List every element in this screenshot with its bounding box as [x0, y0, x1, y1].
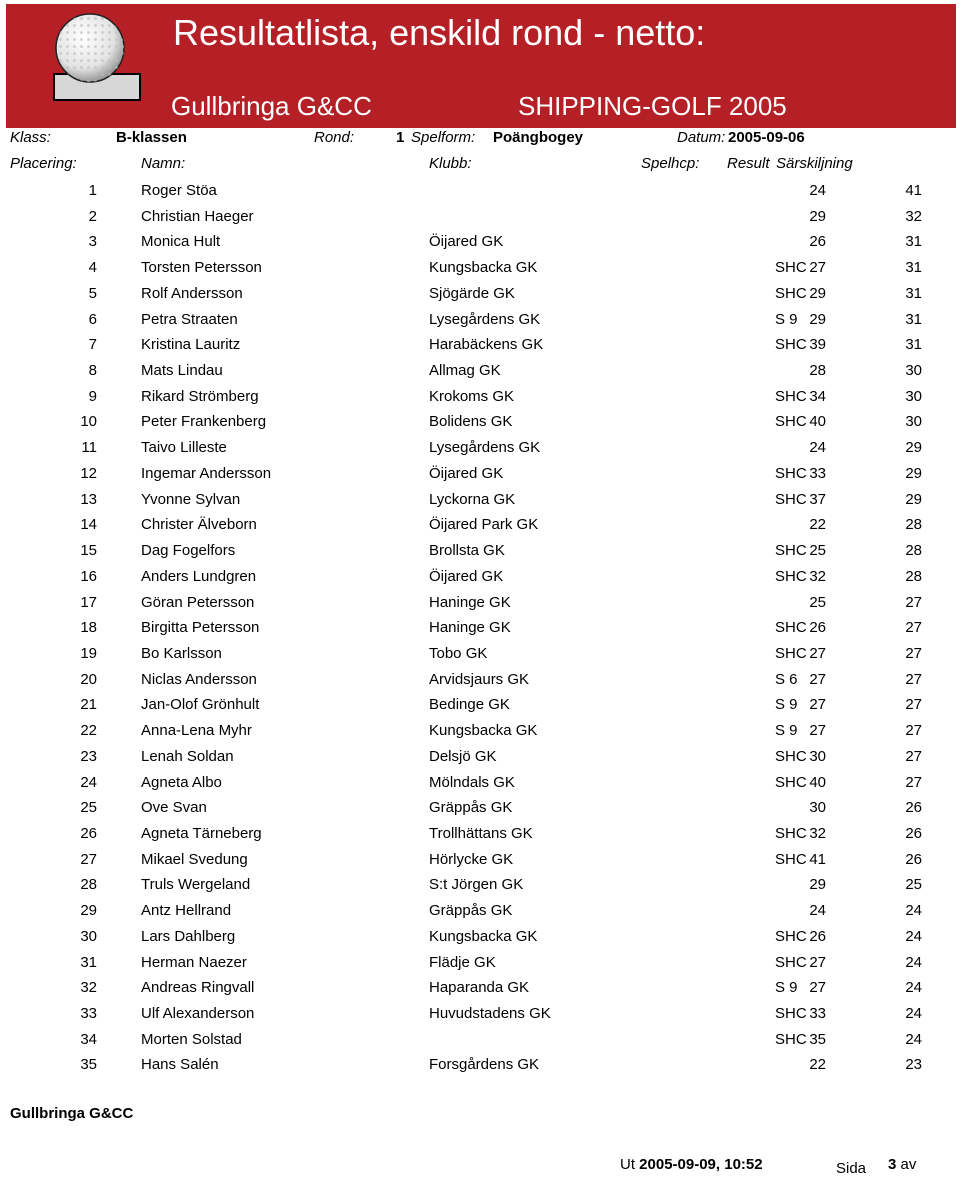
col-klubb: Klubb:: [429, 155, 472, 172]
printed-timestamp: [620, 1156, 763, 1173]
player-name: Truls Wergeland: [141, 876, 251, 894]
result-points: 29: [809, 284, 826, 302]
placement: 32: [80, 979, 97, 997]
tiebreak-value: 29: [905, 439, 922, 457]
tiebreak-value: 28: [905, 567, 922, 585]
tiebreak-value: 30: [905, 362, 922, 380]
table-row: [0, 696, 960, 722]
placement: 2: [88, 207, 97, 225]
tiebreak-value: 30: [905, 413, 922, 431]
player-name: Christer Älveborn: [141, 516, 257, 534]
result-points: 33: [809, 1005, 826, 1022]
playing-handicap: SHC: [775, 413, 807, 431]
playing-handicap: SHC: [775, 619, 807, 637]
placement: 12: [80, 464, 97, 482]
result-points: 29: [809, 310, 826, 328]
player-name: Ove Svan: [141, 799, 207, 817]
club-name: Haparanda GK: [429, 979, 530, 997]
club-name: Brollsta GK: [429, 542, 505, 560]
placement: 24: [80, 773, 97, 791]
player-name: Petra Straaten: [141, 310, 238, 328]
player-name: Hans Salén: [141, 1056, 219, 1074]
result-points: 22: [809, 516, 826, 534]
placement: 11: [81, 439, 97, 457]
playing-handicap: SHC: [775, 336, 807, 354]
placement: 18: [80, 619, 97, 637]
table-row: [0, 233, 960, 259]
result-points: 40: [809, 773, 826, 791]
playing-handicap: SHC: [775, 773, 807, 791]
result-points: 27: [809, 696, 826, 714]
placement: 29: [80, 902, 97, 920]
club-name: Bedinge GK: [429, 696, 510, 714]
tiebreak-value: 27: [905, 670, 922, 688]
player-name: Taivo Lilleste: [141, 439, 227, 457]
table-row: [0, 362, 960, 388]
result-points: 25: [809, 542, 826, 560]
player-name: Anders Lundgren: [141, 567, 257, 585]
player-name: Lenah Soldan: [141, 747, 234, 765]
tiebreak-value: 31: [905, 284, 922, 302]
placement: 3: [88, 233, 97, 251]
club-name: Mölndals GK: [429, 773, 515, 791]
result-points: 32: [809, 567, 826, 585]
table-row: [0, 439, 960, 465]
table-row: [0, 1056, 960, 1082]
player-name: Anna-Lena Myhr: [141, 722, 252, 740]
printed-label: Ut: [620, 1156, 635, 1173]
spelform-label: Spelform:: [411, 129, 476, 146]
placement: 22: [80, 722, 97, 740]
result-points: 24: [809, 439, 826, 457]
rond-value: 1: [396, 129, 405, 146]
playing-handicap: SHC: [775, 567, 807, 585]
klass-value: B-klassen: [116, 129, 187, 146]
placement: 26: [80, 824, 97, 842]
placement: 33: [80, 1005, 97, 1022]
footer-club: Gullbringa G&CC: [10, 1105, 134, 1122]
table-row: [0, 876, 960, 902]
result-points: 30: [809, 747, 826, 765]
tiebreak-value: 24: [905, 902, 922, 920]
placement: 19: [80, 644, 97, 662]
result-points: 32: [809, 824, 826, 842]
placement: 1: [88, 182, 97, 199]
table-row: [0, 208, 960, 234]
sida-label: Sida: [836, 1160, 867, 1177]
club-name: Sjögärde GK: [429, 284, 515, 302]
col-namn: Namn:: [141, 155, 186, 172]
playing-handicap: S 6: [775, 670, 798, 688]
club-name: Harabäckens GK: [429, 336, 544, 354]
club-name: Haninge GK: [429, 593, 511, 611]
player-name: Ingemar Andersson: [141, 464, 272, 482]
result-points: 29: [809, 207, 826, 225]
player-name: Andreas Ringvall: [141, 979, 255, 997]
col-result: Result: [727, 155, 770, 172]
player-name: Yvonne Sylvan: [141, 490, 241, 508]
placement: 20: [80, 670, 97, 688]
table-row: [0, 645, 960, 671]
table-row: [0, 491, 960, 517]
result-points: 34: [809, 387, 826, 405]
table-row: [0, 722, 960, 748]
tiebreak-value: 32: [905, 207, 922, 225]
player-name: Kristina Lauritz: [141, 336, 241, 354]
playing-handicap: SHC: [775, 747, 807, 765]
player-name: Birgitta Petersson: [141, 619, 260, 637]
table-row: [0, 311, 960, 337]
tiebreak-value: 27: [905, 747, 922, 765]
playing-handicap: SHC: [775, 953, 807, 971]
table-row: [0, 979, 960, 1005]
player-name: Agneta Albo: [141, 773, 222, 791]
club-name: Tobo GK: [429, 644, 488, 662]
tiebreak-value: 31: [905, 310, 922, 328]
club-name: Haninge GK: [429, 619, 511, 637]
placement: 30: [80, 927, 97, 945]
table-row: [0, 182, 960, 208]
tiebreak-value: 24: [905, 953, 922, 971]
tiebreak-value: 24: [905, 1005, 922, 1022]
playing-handicap: SHC: [775, 464, 807, 482]
placement: 25: [80, 799, 97, 817]
playing-handicap: S 9: [775, 696, 798, 714]
result-points: 37: [809, 490, 826, 508]
result-points: 27: [809, 670, 826, 688]
result-points: 27: [809, 953, 826, 971]
placement: 34: [80, 1030, 97, 1048]
placement: 15: [80, 542, 97, 560]
player-name: Antz Hellrand: [141, 902, 232, 920]
page-title: Resultatlista, enskild rond - netto:: [173, 12, 706, 53]
table-row: [0, 516, 960, 542]
tiebreak-value: 26: [905, 824, 922, 842]
tiebreak-value: 27: [905, 773, 922, 791]
club-name: Krokoms GK: [429, 387, 515, 405]
playing-handicap: SHC: [775, 824, 807, 842]
club-name: Kungsbacka GK: [429, 259, 538, 277]
player-name: Herman Naezer: [141, 953, 247, 971]
col-sarskiljning: Särskiljning: [776, 155, 853, 172]
player-name: Agneta Tärneberg: [141, 824, 262, 842]
club-name: Flädje GK: [429, 953, 496, 971]
table-row: [0, 285, 960, 311]
club-name: Gräppås GK: [429, 799, 513, 817]
player-name: Jan-Olof Grönhult: [141, 696, 260, 714]
result-points: 29: [809, 876, 826, 894]
table-row: [0, 902, 960, 928]
result-points: 27: [809, 979, 826, 997]
placement: 14: [80, 516, 97, 534]
player-name: Roger Stöa: [141, 182, 217, 199]
placement: 28: [80, 876, 97, 894]
table-row: [0, 259, 960, 285]
printed-value: 2005-09-09, 10:52: [639, 1156, 763, 1173]
club-name: Huvudstadens GK: [429, 1005, 551, 1022]
table-row: [0, 1031, 960, 1057]
result-points: 26: [809, 233, 826, 251]
result-points: 27: [809, 644, 826, 662]
page-suffix: av: [900, 1156, 917, 1173]
col-placering: Placering:: [10, 155, 77, 172]
spelform-value: Poängbogey: [493, 129, 584, 146]
result-points: 24: [809, 182, 826, 199]
result-points: 22: [809, 1056, 826, 1074]
placement: 10: [80, 413, 97, 431]
result-points: 26: [809, 619, 826, 637]
club-name: Gräppås GK: [429, 902, 513, 920]
table-row: [0, 1005, 960, 1031]
tiebreak-value: 41: [905, 182, 922, 199]
result-points: 39: [809, 336, 826, 354]
placement: 9: [88, 387, 97, 405]
player-name: Mats Lindau: [141, 362, 223, 380]
table-row: [0, 619, 960, 645]
placement: 35: [80, 1056, 97, 1074]
table-row: [0, 465, 960, 491]
player-name: Dag Fogelfors: [141, 542, 236, 560]
player-name: Göran Petersson: [141, 593, 255, 611]
player-name: Ulf Alexanderson: [141, 1005, 255, 1022]
playing-handicap: SHC: [775, 387, 807, 405]
placement: 17: [80, 593, 97, 611]
tiebreak-value: 29: [905, 490, 922, 508]
player-name: Monica Hult: [141, 233, 221, 251]
club-name: Kungsbacka GK: [429, 927, 538, 945]
tiebreak-value: 30: [905, 387, 922, 405]
playing-handicap: SHC: [775, 1005, 807, 1022]
tiebreak-value: 27: [905, 696, 922, 714]
placement: 4: [88, 259, 97, 277]
tiebreak-value: 31: [905, 259, 922, 277]
club-name: Öijared GK: [429, 567, 504, 585]
rond-label: Rond:: [314, 129, 355, 146]
playing-handicap: SHC: [775, 644, 807, 662]
result-points: 30: [809, 799, 826, 817]
club-name: Öijared Park GK: [429, 516, 539, 534]
golf-ball-logo-icon: [50, 8, 142, 104]
club-name: Arvidsjaurs GK: [429, 670, 530, 688]
table-row: [0, 671, 960, 697]
playing-handicap: SHC: [775, 927, 807, 945]
placement: 16: [80, 567, 97, 585]
player-name: Torsten Petersson: [141, 259, 262, 277]
header-banner: [6, 4, 956, 128]
placement: 21: [80, 696, 97, 714]
playing-handicap: SHC: [775, 259, 807, 277]
player-name: Christian Haeger: [141, 207, 254, 225]
placement: 6: [88, 310, 97, 328]
event-name: SHIPPING-GOLF 2005: [518, 91, 787, 121]
table-row: [0, 542, 960, 568]
club-name: Hörlycke GK: [429, 850, 514, 868]
klass-label: Klass:: [10, 129, 51, 146]
table-row: [0, 388, 960, 414]
result-points: 24: [809, 902, 826, 920]
club-name: Kungsbacka GK: [429, 722, 538, 740]
club-name: Öijared GK: [429, 233, 504, 251]
club-name: Forsgårdens GK: [429, 1056, 540, 1074]
player-name: Bo Karlsson: [141, 644, 222, 662]
tiebreak-value: 31: [905, 336, 922, 354]
player-name: Morten Solstad: [141, 1030, 242, 1048]
datum-value: 2005-09-06: [728, 129, 805, 146]
result-points: 35: [809, 1030, 826, 1048]
datum-label: Datum:: [677, 129, 726, 146]
tiebreak-value: 23: [905, 1056, 922, 1074]
placement: 31: [80, 953, 97, 971]
table-row: [0, 954, 960, 980]
player-name: Lars Dahlberg: [141, 927, 236, 945]
club-name: Allmag GK: [429, 362, 501, 380]
club-name: Öijared GK: [429, 464, 504, 482]
placement: 13: [80, 490, 97, 508]
tiebreak-value: 28: [905, 516, 922, 534]
result-points: 26: [809, 927, 826, 945]
placement: 5: [88, 284, 97, 302]
playing-handicap: SHC: [775, 1030, 807, 1048]
tiebreak-value: 26: [905, 799, 922, 817]
tiebreak-value: 24: [905, 979, 922, 997]
playing-handicap: S 9: [775, 310, 798, 328]
playing-handicap: SHC: [775, 542, 807, 560]
table-row: [0, 568, 960, 594]
club-name: Lysegårdens GK: [429, 439, 541, 457]
tiebreak-value: 27: [905, 644, 922, 662]
player-name: Rikard Strömberg: [141, 387, 259, 405]
tiebreak-value: 26: [905, 850, 922, 868]
playing-handicap: S 9: [775, 722, 798, 740]
result-points: 33: [809, 464, 826, 482]
table-row: [0, 413, 960, 439]
tiebreak-value: 28: [905, 542, 922, 560]
tiebreak-value: 25: [905, 876, 922, 894]
player-name: Mikael Svedung: [141, 850, 248, 868]
result-points: 28: [809, 362, 826, 380]
table-row: [0, 928, 960, 954]
player-name: Niclas Andersson: [141, 670, 257, 688]
table-row: [0, 336, 960, 362]
col-spelhcp: Spelhcp:: [641, 155, 700, 172]
placement: 7: [88, 336, 97, 354]
result-points: 27: [809, 259, 826, 277]
result-points: 41: [809, 850, 826, 868]
table-row: [0, 851, 960, 877]
tiebreak-value: 24: [905, 1030, 922, 1048]
placement: 23: [80, 747, 97, 765]
player-name: Peter Frankenberg: [141, 413, 267, 431]
club-name: Bolidens GK: [429, 413, 513, 431]
placement: 8: [88, 362, 97, 380]
tiebreak-value: 27: [905, 619, 922, 637]
tiebreak-value: 24: [905, 927, 922, 945]
table-row: [0, 774, 960, 800]
club-name: Delsjö GK: [429, 747, 497, 765]
playing-handicap: SHC: [775, 490, 807, 508]
player-name: Rolf Andersson: [141, 284, 243, 302]
page-indicator: [888, 1156, 916, 1173]
table-row: [0, 799, 960, 825]
results-list: [0, 182, 960, 1082]
tiebreak-value: 27: [905, 722, 922, 740]
table-row: [0, 594, 960, 620]
club-name: Lysegårdens GK: [429, 310, 541, 328]
club-name: Lyckorna GK: [429, 490, 516, 508]
tiebreak-value: 29: [905, 464, 922, 482]
placement: 27: [80, 850, 97, 868]
playing-handicap: SHC: [775, 284, 807, 302]
club-name: S:t Jörgen GK: [429, 876, 524, 894]
result-points: 40: [809, 413, 826, 431]
playing-handicap: S 9: [775, 979, 798, 997]
playing-handicap: SHC: [775, 850, 807, 868]
result-points: 27: [809, 722, 826, 740]
page-number: 3: [888, 1156, 897, 1173]
tiebreak-value: 31: [905, 233, 922, 251]
table-row: [0, 748, 960, 774]
table-row: [0, 825, 960, 851]
club-name: Trollhättans GK: [429, 824, 533, 842]
tiebreak-value: 27: [905, 593, 922, 611]
result-points: 25: [809, 593, 826, 611]
club-name: Gullbringa G&CC: [171, 91, 372, 121]
